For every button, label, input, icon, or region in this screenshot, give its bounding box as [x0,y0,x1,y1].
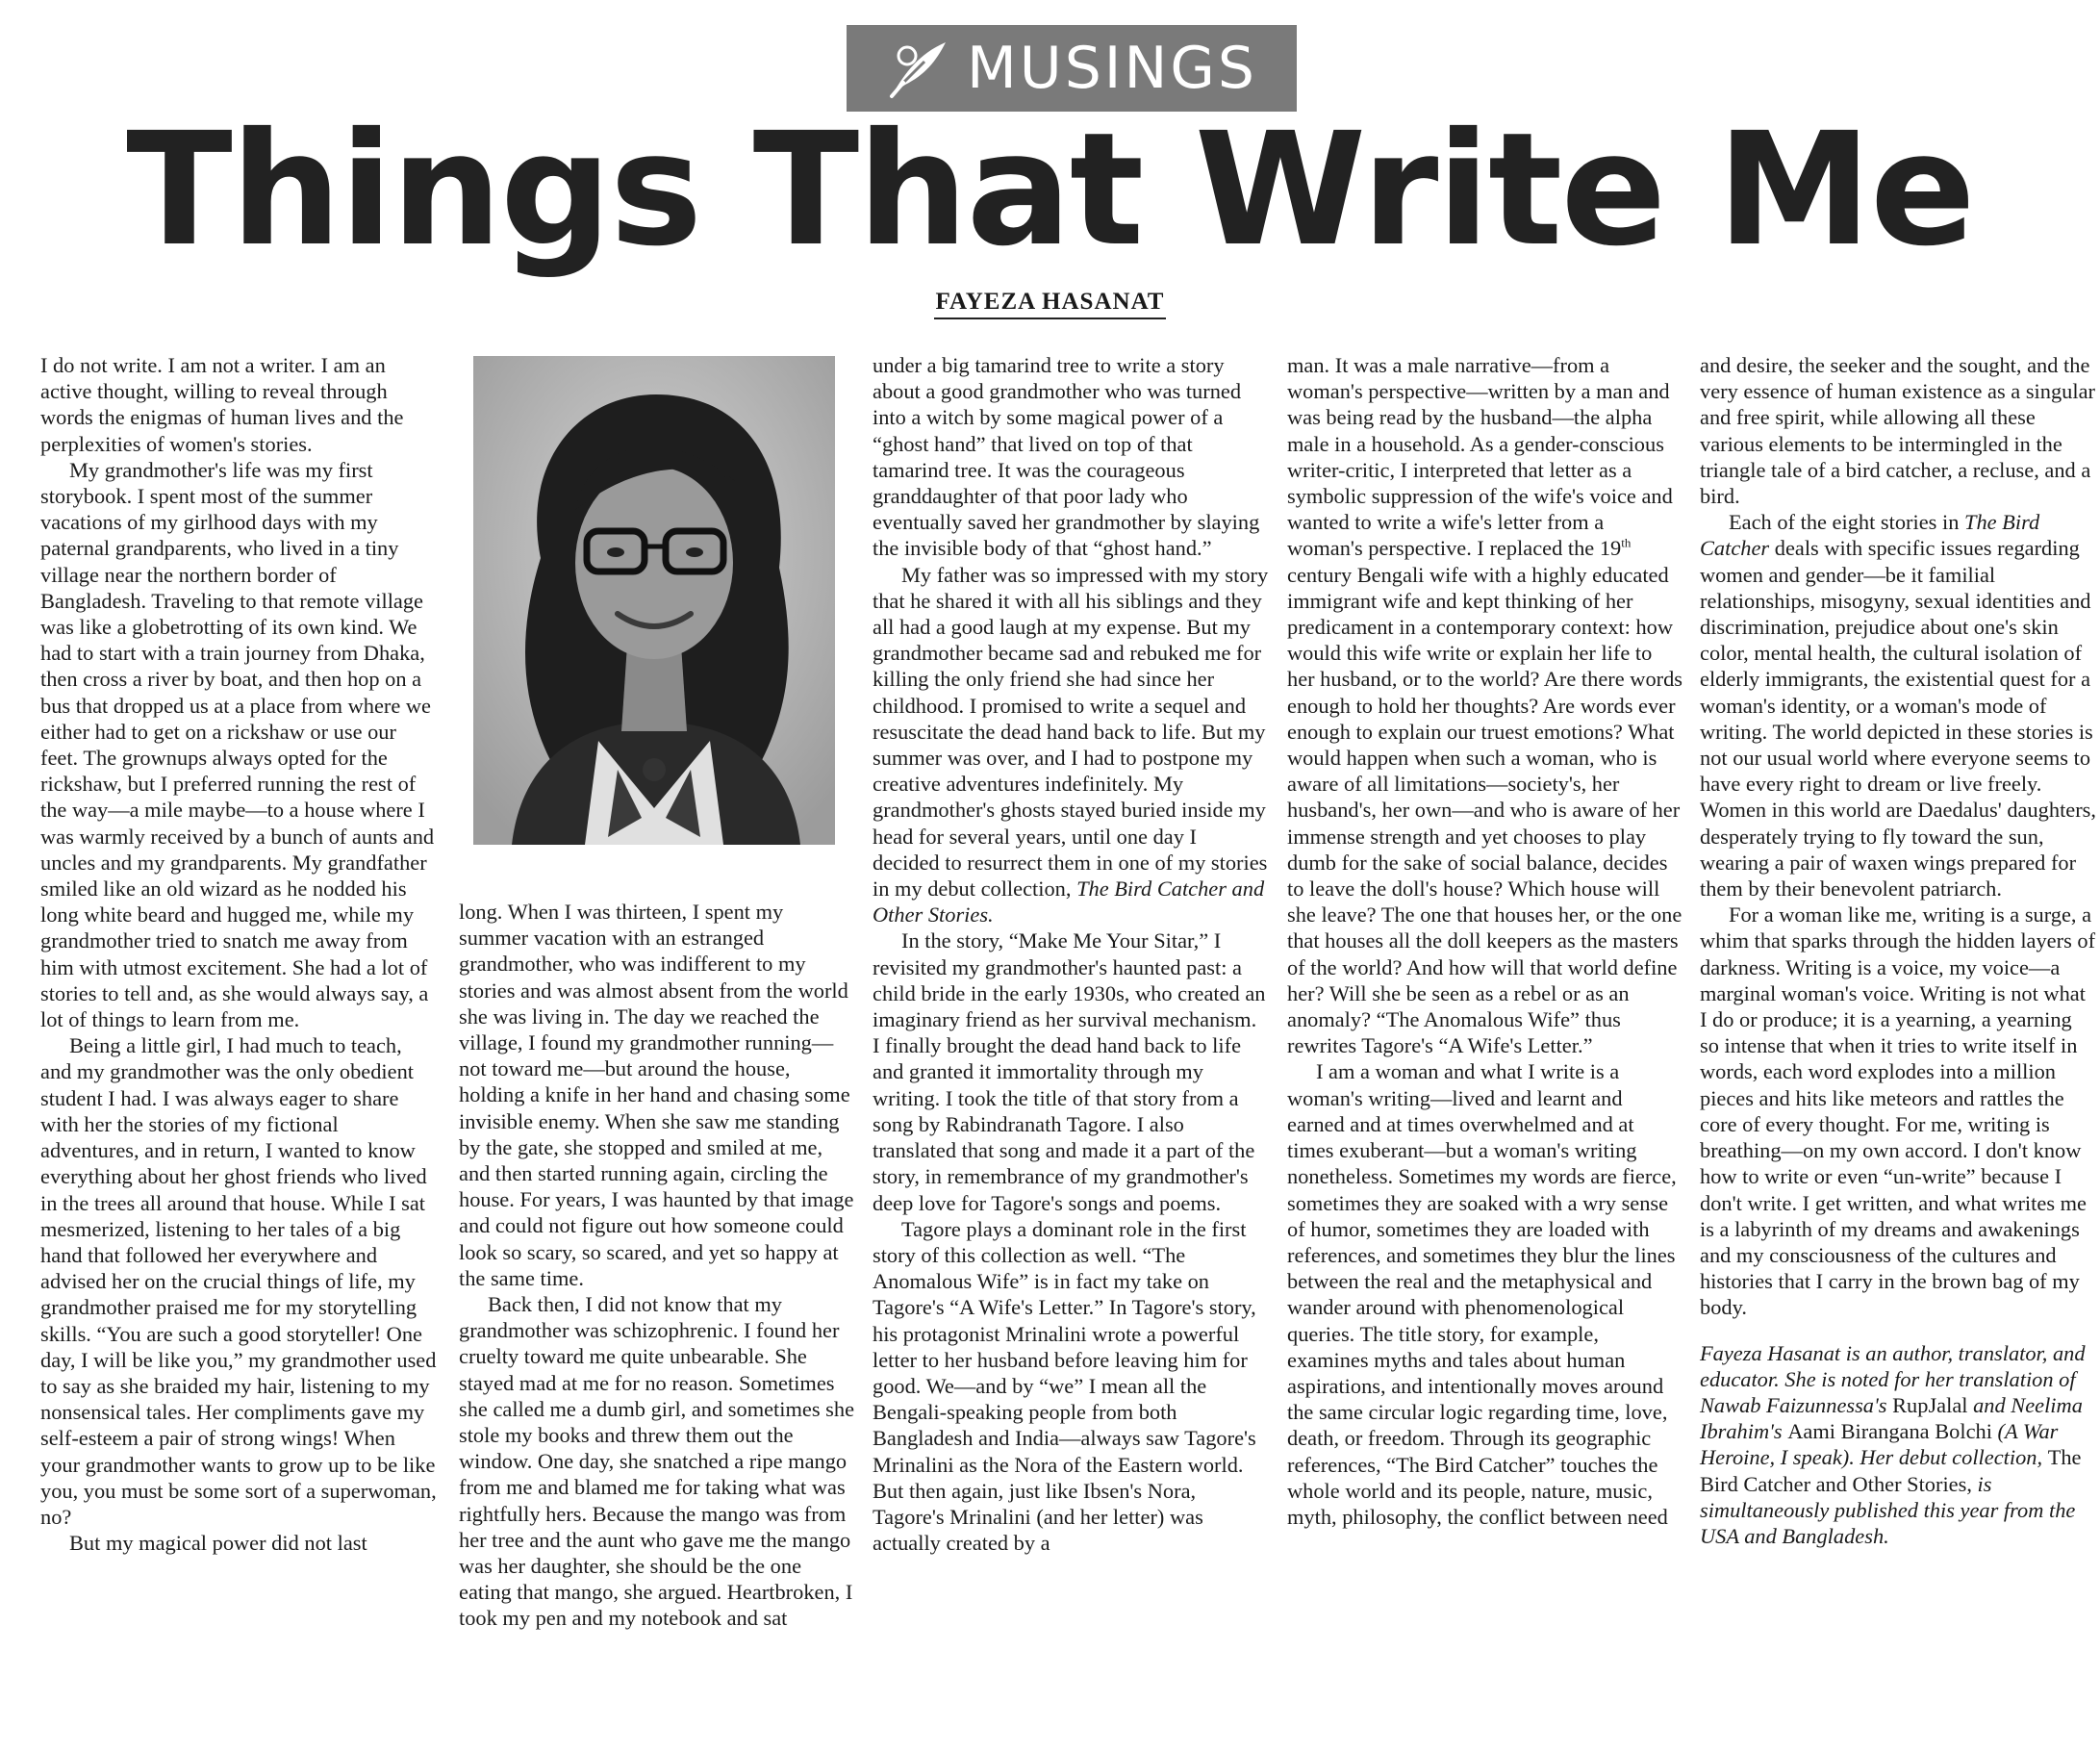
paragraph: long. When I was thirteen, I spent my summer vacation with an estranged grandmother, who was indifferent to my stories and was almost absent from the world she was living in. The day we reached the village, I found my grandmother running—not toward me—but around the house, holding a knife in her hand and chasing some invisible enemy. When she saw me standing by the gate, she stopped and smiled at me, and then started running again, circling the house. For years, I was haunted by that image and could not figure out how someone could look so scary, so scared, and yet so happy at the same time. [459,900,854,1290]
paragraph: I am a woman and what I write is a woman's writing—lived and learnt and earned and at times overwhelmed and at times exuberant—but a woman's writing nonetheless. Sometimes my words are fierce, sometimes they are soaked with a wry sense of humor, sometimes they are loaded with references, and sometimes they blur the lines between the real and the metaphysical and wander around with phenomenological queries. The title story, for example, examines myths and tales about human aspirations, and intentionally moves around the same circular logic regarding time, love, death, or freedom. Through its geographic references, “The Bird Catcher” touches the whole world and its people, nature, music, myth, philosophy, the conflict between need [1287,1059,1677,1529]
byline [0,289,2100,319]
paragraph: Back then, I did not know that my grandmother was schizophrenic. I found her cruelty toward me quite unbearable. She stayed mad at me for no reason. Sometimes she called me a dumb girl, and sometimes she stole my books and threw them out the window. One day, she snatched a ripe mango from me and blamed me for taking what was rightfully hers. Because the mango was from her tree and the aunt who gave me the mango was her daughter, she should be the one eating that mango, she argued. Heartbroken, I took my pen and my notebook and sat [459,1292,855,1631]
paragraph [1700,509,2096,902]
book-title: Aami Birangana Bolchi [1787,1419,1992,1444]
author-name: FAYEZA HASANAT [934,289,1167,319]
book-title: The Bird Catcher and Other Stories, [1700,1445,2082,1496]
article-title: Things That Write Me [126,100,1974,281]
paragraph: and desire, the seeker and the sought, and the very essence of human existence as a singular and free spirit, while allowing all these various elements to be intermingled in the triangle tale of a bird catcher, a recluse, and a bird. [1700,353,2095,509]
paragraph: under a big tamarind tree to write a story about a good grandmother who was turned into a witch by some magical power of a “ghost hand” that lived on top of that tamarind tree. It was the courageous granddaughter of that poor lady who eventually saved her grandmother by slaying the invisible body of that “ghost hand.” [873,353,1260,561]
column-4 [1287,352,1683,1530]
bio-text: Fayeza Hasanat is an author, translator, and educator. She is noted for her translation of Nawab Faizunnessa's [1700,1340,2086,1417]
bio-text: is simultaneously published this year from the USA and Bangladesh. [1700,1471,2076,1548]
column-5 [1700,352,2096,1549]
paragraph-text: deals with specific issues regarding women and gender—be it familial relationships, misogyny, sexual identities and discrimination, prejudice about one's skin color, mental health, the cultural isolation of elderly immigrants, the existential quest for a woman's identity, or a woman's mode of writing. The world depicted in these stories is not our usual world where everyone seems to have every right to dream or live freely. Women in this world are Daedalus' daughters, desperately trying to fly toward the sun, wearing a pair of waxen wings prepared for them by their benevolent patriarch. [1700,536,2096,902]
bio-text: and Neelima Ibrahim's [1700,1392,2083,1444]
column-3 [873,352,1269,1556]
column-2 [459,899,855,1632]
bio-text: (A War Heroine, I speak). Her debut collection, [1700,1419,2059,1470]
book-title: The Bird Catcher and Other Stories. [873,876,1265,927]
paragraph: My grandmother's life was my first storybook. I spent most of the summer vacations of my girlhood days with my paternal grandparents, who lived in a tiny village near the northern border of Bangladesh. Traveling to that remote village was like a globetrotting of its own kind. We had to start with a train journey from Dhaka, then cross a river by boat, and then hop on a bus that dropped us at a place from where we either had to get on a rickshaw or use our feet. The grownups always opted for the rickshaw, but I preferred running the rest of the way—a mile maybe—to a house where I was warmly received by a bunch of aunts and uncles and my grandparents. My grandfather smiled like an old wizard as he nodded his long white beard and hugged me, while my grandmother tried to snatch me away from him with utmost excitement. She had a lot of stories to tell and, as she would always say, a lot of things to learn from me. [40,457,435,1032]
paragraph-text: century Bengali wife with a highly educated immigrant wife and kept thinking of her predicament in a contemporary context: how would this wife write or explain her life to her husband, or to the world? Are there words enough to hold her thoughts? Are words ever enough to explain our truest emotions? What would happen when such a woman, who is aware of all limitations—society's, her husband's, her own—and who is aware of her immense strength and yet chooses to play dumb for the sake of social balance, decides to leave the doll's house? Which house will she leave? The one that houses her, or the one that houses all the doll keepers as the masters of the world? And how will that world define her? Will she be seen as a rebel or as an anomaly? “The Anomalous Wife” thus rewrites Tagore's “A Wife's Letter.” [1287,562,1683,1058]
column-1 [40,352,437,1556]
author-bio [1700,1340,2096,1550]
paragraph: Being a little girl, I had much to teach, and my grandmother was the only obedient student I had. I was always eager to share with her the stories of my fictional adventures, and in return, I wanted to know everything about her ghost friends who lived in the trees all around that house. While I sat mesmerized, listening to her tales of a big hand that followed her everywhere and advised her on the crucial things of life, my grandmother praised me for my storytelling skills. “You are such a good storyteller! One day, I will be like you,” my grandmother used to say as she braided my hair, listening to my nonsensical tales. Her compliments gave my self-esteem a pair of strong wings! When your grandmother wants to grow up to be like you, you must be some sort of a superwoman, no? [40,1033,437,1529]
superscript: th [1621,535,1632,550]
section-banner [847,25,1297,112]
section-label: MUSINGS [967,35,1257,102]
paragraph: In the story, “Make Me Your Sitar,” I revisited my grandmother's haunted past: a child bride in the early 1930s, who created an imaginary friend as her survival mechanism. I finally brought the dead hand back to life and granted it immortality through my writing. I took the title of that story from a song by Rabindranath Tagore. I also translated that song and made it a part of the story, in remembrance of my grandmother's deep love for Tagore's songs and poems. [873,928,1266,1215]
paragraph: But my magical power did not last [69,1531,367,1556]
book-title: The Bird Catcher [1700,510,2040,561]
paragraph: Tagore plays a dominant role in the first story of this collection as well. “The Anomalous Wife” is in fact my take on Tagore's “A Wife's Letter.” In Tagore's story, his protagonist Mrinalini wrote a powerful letter to her husband before leaving him for good. We—and by “we” I mean all the Bengali-speaking people from both Bangladesh and India—always saw Tagore's Mrinalini as the Nora of the Eastern world. But then again, just like Ibsen's Nora, Tagore's Mrinalini (and her letter) was actually created by a [873,1216,1256,1556]
paragraph [873,562,1269,928]
quill-pen-icon [886,35,953,102]
paragraph-text: My father was so impressed with my story that he shared it with all his siblings and they all had a good laugh at my expense. But my grandmother became sad and rebuked me for killing the only friend she had since her childhood. I promised to write a sequel and resuscitate the dead hand back to life. But my summer was over, and I had to postpone my creative adventures indefinitely. My grandmother's ghosts stayed buried inside my head for several years, until one day I decided to resurrect them in one of my stories in my debut collection, [873,562,1269,902]
paragraph-text: man. It was a male narrative—from a woman's perspective—written by a man and was being read by the husband—the alpha male in a household. As a gender-conscious writer-critic, I interpreted that letter as a symbolic suppression of the wife's voice and wanted to write a wife's letter from a woman's perspective. I replaced the 19 [1287,353,1673,561]
paragraph: I do not write. I am not a writer. I am an active thought, willing to reveal through words the enigmas of human lives and the perplexities of women's stories. [40,353,404,456]
paragraph: For a woman like me, writing is a surge, a whim that sparks through the hidden layers of darkness. Writing is a voice, my voice—a marginal woman's voice. Writing is not what I do or produce; it is a yearning, a yearning so intense that when it tries to write itself in words, each word explodes into a million pieces and hits like meteors and rattles the core of every thought. For me, writing is breathing—on my own accord. I don't know how to write or even “un-write” because I don't write. I get written, and what writes me is a labyrinth of my dreams and awakenings and my consciousness of the cultures and histories that I carry in the brown bag of my body. [1700,902,2096,1320]
paragraph-text: Each of the eight stories in [1729,510,1960,535]
paragraph [1287,352,1683,1058]
book-title: RupJalal [1892,1392,1968,1417]
author-portrait-icon [473,356,835,845]
author-photo [473,356,835,845]
